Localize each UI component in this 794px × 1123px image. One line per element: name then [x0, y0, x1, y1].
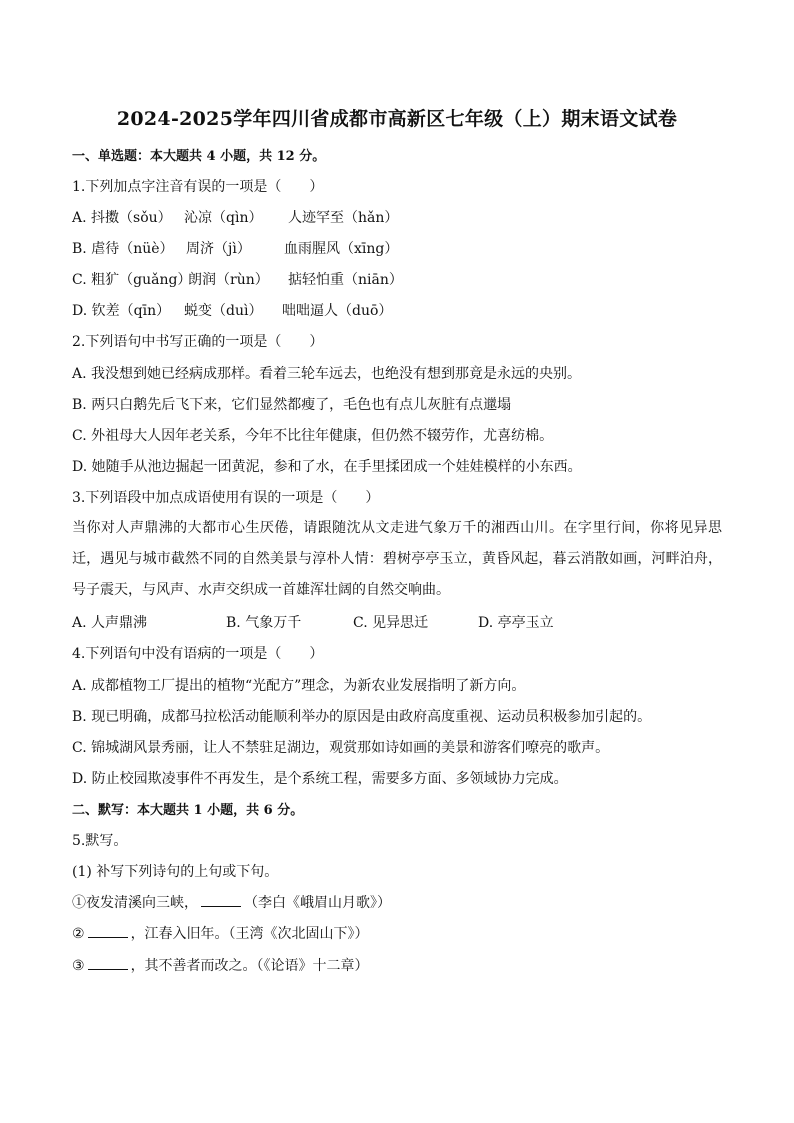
question-1-option-d: [72, 302, 392, 320]
q5-answer-blank-2[interactable]: [88, 925, 128, 938]
question-1-option-a: [72, 209, 398, 227]
q1-b-part-1: B. 虐待（nüè）: [72, 241, 174, 257]
question-1-stem: 1.下列加点字注音有误的一项是（ ）: [72, 179, 324, 195]
question-3-stem: 3.下列语段中加点成语使用有误的一项是（ ）: [72, 490, 380, 506]
question-3-options: [72, 614, 554, 632]
page-title: 2024-2025学年四川省成都市高新区七年级（上）期末语文试卷: [116, 108, 678, 130]
q1-c-part-3: 掂轻怕重（niān）: [288, 272, 403, 288]
q1-b-part-3: 血雨腥风（xīng）: [284, 241, 399, 257]
question-2-option-b: B. 两只白鹅先后飞下来，它们显然都瘦了，毛色也有点儿灰脏有点邋塌: [72, 397, 512, 413]
q1-c-part-2: 朗润（rùn）: [188, 272, 269, 288]
question-5-line-2: [72, 925, 369, 943]
q1-d-part-1: D. 钦差（qīn）: [72, 303, 171, 319]
section-heading-1: 一、单选题：本大题共 4 小题，共 12 分。: [72, 149, 326, 164]
question-4-option-a: A. 成都植物工厂提出的植物“光配方”理念，为新农业发展指明了新方向。: [72, 678, 526, 694]
question-4-stem: 4.下列语句中没有语病的一项是（ ）: [72, 646, 324, 662]
q1-d-part-2: 蜕变（duì）: [184, 303, 263, 319]
q3-option-c: C. 见异思迁: [353, 615, 429, 631]
question-2-option-a: A. 我没想到她已经病成那样。看着三轮车远去，也绝没有想到那竟是永远的央别。: [72, 366, 582, 382]
q5-line-3-pre: ③: [72, 958, 85, 974]
question-2-option-c: C. 外祖母大人因年老关系，今年不比往年健康，但仍然不辍劳作，尤喜纺棉。: [72, 428, 554, 444]
q1-a-part-1: A. 抖擞（sǒu）: [72, 210, 172, 226]
q5-line-2-post: ，江春入旧年。（王湾《次北固山下》）: [130, 926, 369, 942]
question-1-option-b: [72, 240, 398, 258]
question-1-option-c: [72, 271, 403, 289]
q5-line-2-pre: ②: [72, 926, 85, 942]
q3-option-d: D. 亭亭玉立: [478, 615, 554, 631]
question-5-line-1: [72, 894, 391, 912]
question-4-option-b: B. 现已明确，成都马拉松活动能顺利举办的原因是由政府高度重视、运动员积极参加引起的。: [72, 709, 652, 725]
q1-a-part-3: 人迹罕至（hǎn）: [288, 210, 399, 226]
q3-option-a: A. 人声鼎沸: [72, 615, 148, 631]
q5-line-3-post: ，其不善者而改之。（《论语》十二章）: [130, 958, 369, 974]
question-3-passage: 当你对人声鼎沸的大都市心生厌倦，请跟随沈从文走进气象万千的湘西山川。在字里行间，你将见异思迁，遇见与城市截然不同的自然美景与淳朴人情：碧树亭亭玉立，黄昏风起，暮云消散如画，河畔泊舟，号子震天，与风声、水声交织成一首雄浑壮阔的自然交响曲。: [72, 520, 722, 598]
question-5-sub-1: (1) 补写下列诗句的上句或下句。: [72, 864, 279, 880]
q3-option-b: B. 气象万千: [226, 615, 302, 631]
q5-line-1-post: （李白《峨眉山月歌》）: [244, 895, 391, 911]
q1-b-part-2: 周济（jì）: [186, 241, 251, 257]
question-5-line-3: [72, 957, 369, 975]
question-2-option-d: D. 她随手从池边掘起一团黄泥，参和了水，在手里揉团成一个娃娃模样的小东西。: [72, 459, 582, 475]
q1-a-part-2: 沁凉（qìn）: [184, 210, 263, 226]
q5-answer-blank-1[interactable]: [201, 894, 241, 907]
question-2-stem: 2.下列语句中书写正确的一项是（ ）: [72, 334, 324, 350]
q5-answer-blank-3[interactable]: [88, 957, 128, 970]
question-4-option-c: C. 锦城湖风景秀丽，让人不禁驻足湖边，观赏那如诗如画的美景和游客们嘹亮的歌声。: [72, 740, 610, 756]
section-heading-2: 二、默写：本大题共 1 小题，共 6 分。: [72, 803, 304, 818]
question-5-stem: 5.默写。: [72, 833, 128, 849]
q1-d-part-3: 咄咄逼人（duō）: [282, 303, 393, 319]
question-4-option-d: D. 防止校园欺凌事件不再发生，是个系统工程，需要多方面、多领域协力完成。: [72, 771, 568, 787]
q1-c-part-1: C. 粗犷（guǎng）: [72, 272, 192, 288]
q5-line-1-pre: ①夜发清溪向三峡，: [72, 895, 198, 911]
